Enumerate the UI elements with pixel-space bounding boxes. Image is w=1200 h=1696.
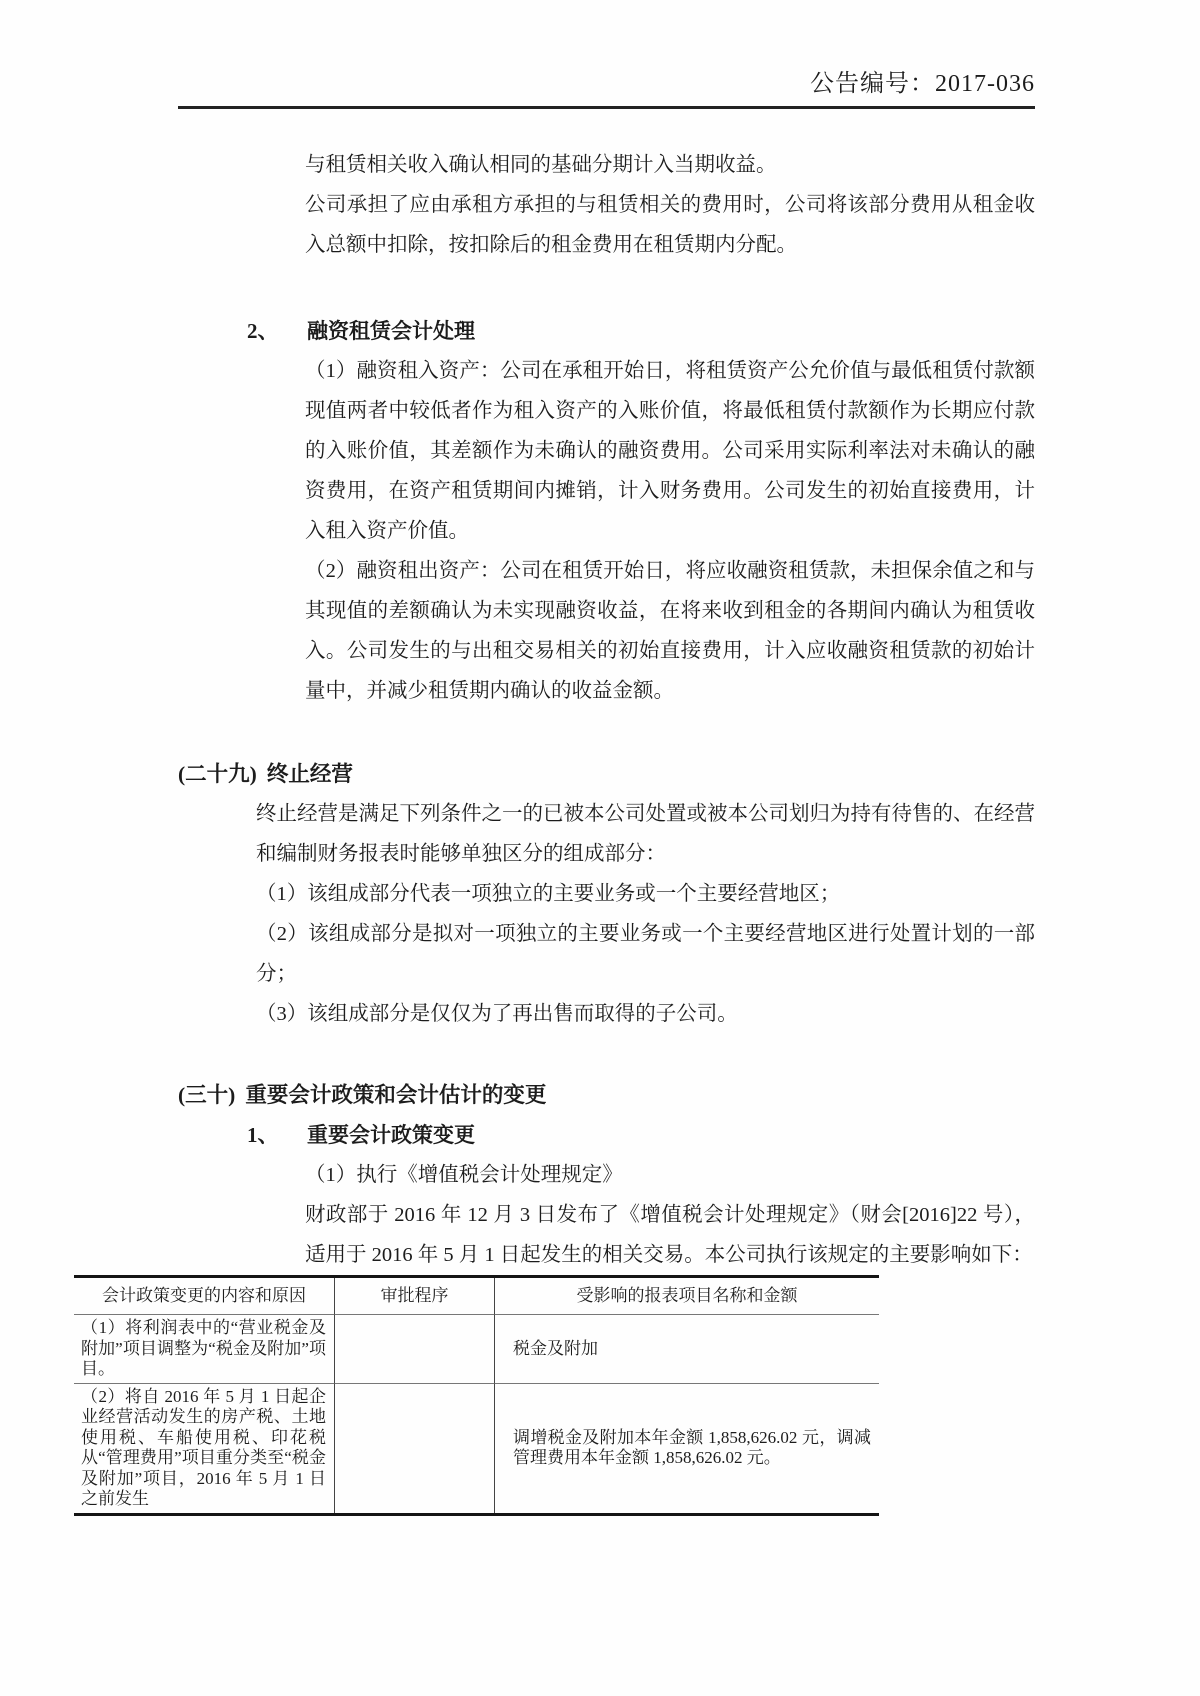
heading-policy-changes-title: 重要会计政策和会计估计的变更 [245, 1083, 547, 1107]
policy-change-table [74, 1275, 879, 1516]
table-row-1-approval [335, 1315, 495, 1384]
heading-policy-change-sub-title: 重要会计政策变更 [307, 1123, 475, 1147]
paragraph-finance-lease-in: （1）融资租入资产：公司在承租开始日，将租赁资产公允价值与最低租赁付款额现值两者中较低者作为租入资产的入账价值，将最低租赁付款额作为长期应付款的入账价值，其差额作为未确认的融资费用。公司采用实际利率法对未确认的融资费用，在资产租赁期间内摊销，计入财务费用。公司发生的初始直接费用，计入租入资产价值。 [305, 360, 1035, 542]
table-row-1-impact: 税金及附加 [495, 1315, 879, 1384]
list-item-discontinued-2: （2）该组成部分是拟对一项独立的主要业务或一个主要经营地区进行处置计划的一部分； [256, 923, 1035, 985]
heading-discontinued-number: (二十九) [178, 762, 257, 786]
heading-policy-changes [178, 1075, 1035, 1115]
heading-finance-lease-title: 融资租赁会计处理 [307, 319, 475, 343]
heading-discontinued-operations [178, 754, 1035, 794]
page-header [178, 0, 1035, 109]
table-header-content-reason: 会计政策变更的内容和原因 [74, 1278, 335, 1315]
table-header-approval: 审批程序 [335, 1278, 495, 1315]
list-item-discontinued-3: （3）该组成部分是仅仅为了再出售而取得的子公司。 [256, 1003, 738, 1025]
table-row-2-impact: 调增税金及附加本年金额 1,858,626.02 元，调减管理费用本年金额 1,858,626.02 元。 [513, 1427, 871, 1467]
paragraph-lease-expense: 公司承担了应由承租方承担的与租赁相关的费用时，公司将该部分费用从租金收入总额中扣除，按扣除后的租金费用在租赁期内分配。 [305, 194, 1035, 256]
heading-policy-change-sub [178, 1115, 1035, 1155]
table-row-1-content: （1）将利润表中的“营业税金及附加”项目调整为“税金及附加”项目。 [74, 1315, 335, 1384]
paragraph-vat-regulation-title: （1）执行《增值税会计处理规定》 [305, 1164, 623, 1186]
heading-discontinued-title: 终止经营 [266, 762, 353, 786]
table-header-impact: 受影响的报表项目名称和金额 [495, 1278, 879, 1315]
heading-policy-change-sub-number: 1、 [247, 1123, 279, 1147]
table-row-2-content: （2）将自 2016 年 5 月 1 日起企业经营活动发生的房产税、土地使用税、车船使用税、印花税从“管理费用”项目重分类至“税金及附加”项目，2016 年 5 月 1 日之前发生 [74, 1384, 335, 1513]
heading-finance-lease [178, 311, 1035, 351]
list-item-discontinued-1: （1）该组成部分代表一项独立的主要业务或一个主要经营地区； [256, 883, 841, 905]
heading-policy-changes-number: (三十) [178, 1083, 236, 1107]
heading-finance-lease-number: 2、 [247, 319, 279, 343]
paragraph-lease-income: 与租赁相关收入确认相同的基础分期计入当期收益。 [305, 154, 777, 176]
paragraph-vat-regulation-detail: 财政部于 2016 年 12 月 3 日发布了《增值税会计处理规定》（财会[2016]22 号），适用于 2016 年 5 月 1 日起发生的相关交易。本公司执行该规定的主要影响如下： [305, 1204, 1035, 1266]
paragraph-discontinued-intro: 终止经营是满足下列条件之一的已被本公司处置或被本公司划归为持有待售的、在经营和编制财务报表时能够单独区分的组成部分： [256, 803, 1035, 865]
paragraph-finance-lease-out: （2）融资租出资产：公司在租赁开始日，将应收融资租赁款，未担保余值之和与其现值的差额确认为未实现融资收益，在将来收到租金的各期间内确认为租赁收入。公司发生的与出租交易相关的初始直接费用，计入应收融资租赁款的初始计量中，并减少租赁期内确认的收益金额。 [305, 560, 1035, 702]
announcement-number: 公告编号：2017-036 [810, 71, 1035, 97]
table-row-2-approval [335, 1384, 495, 1513]
